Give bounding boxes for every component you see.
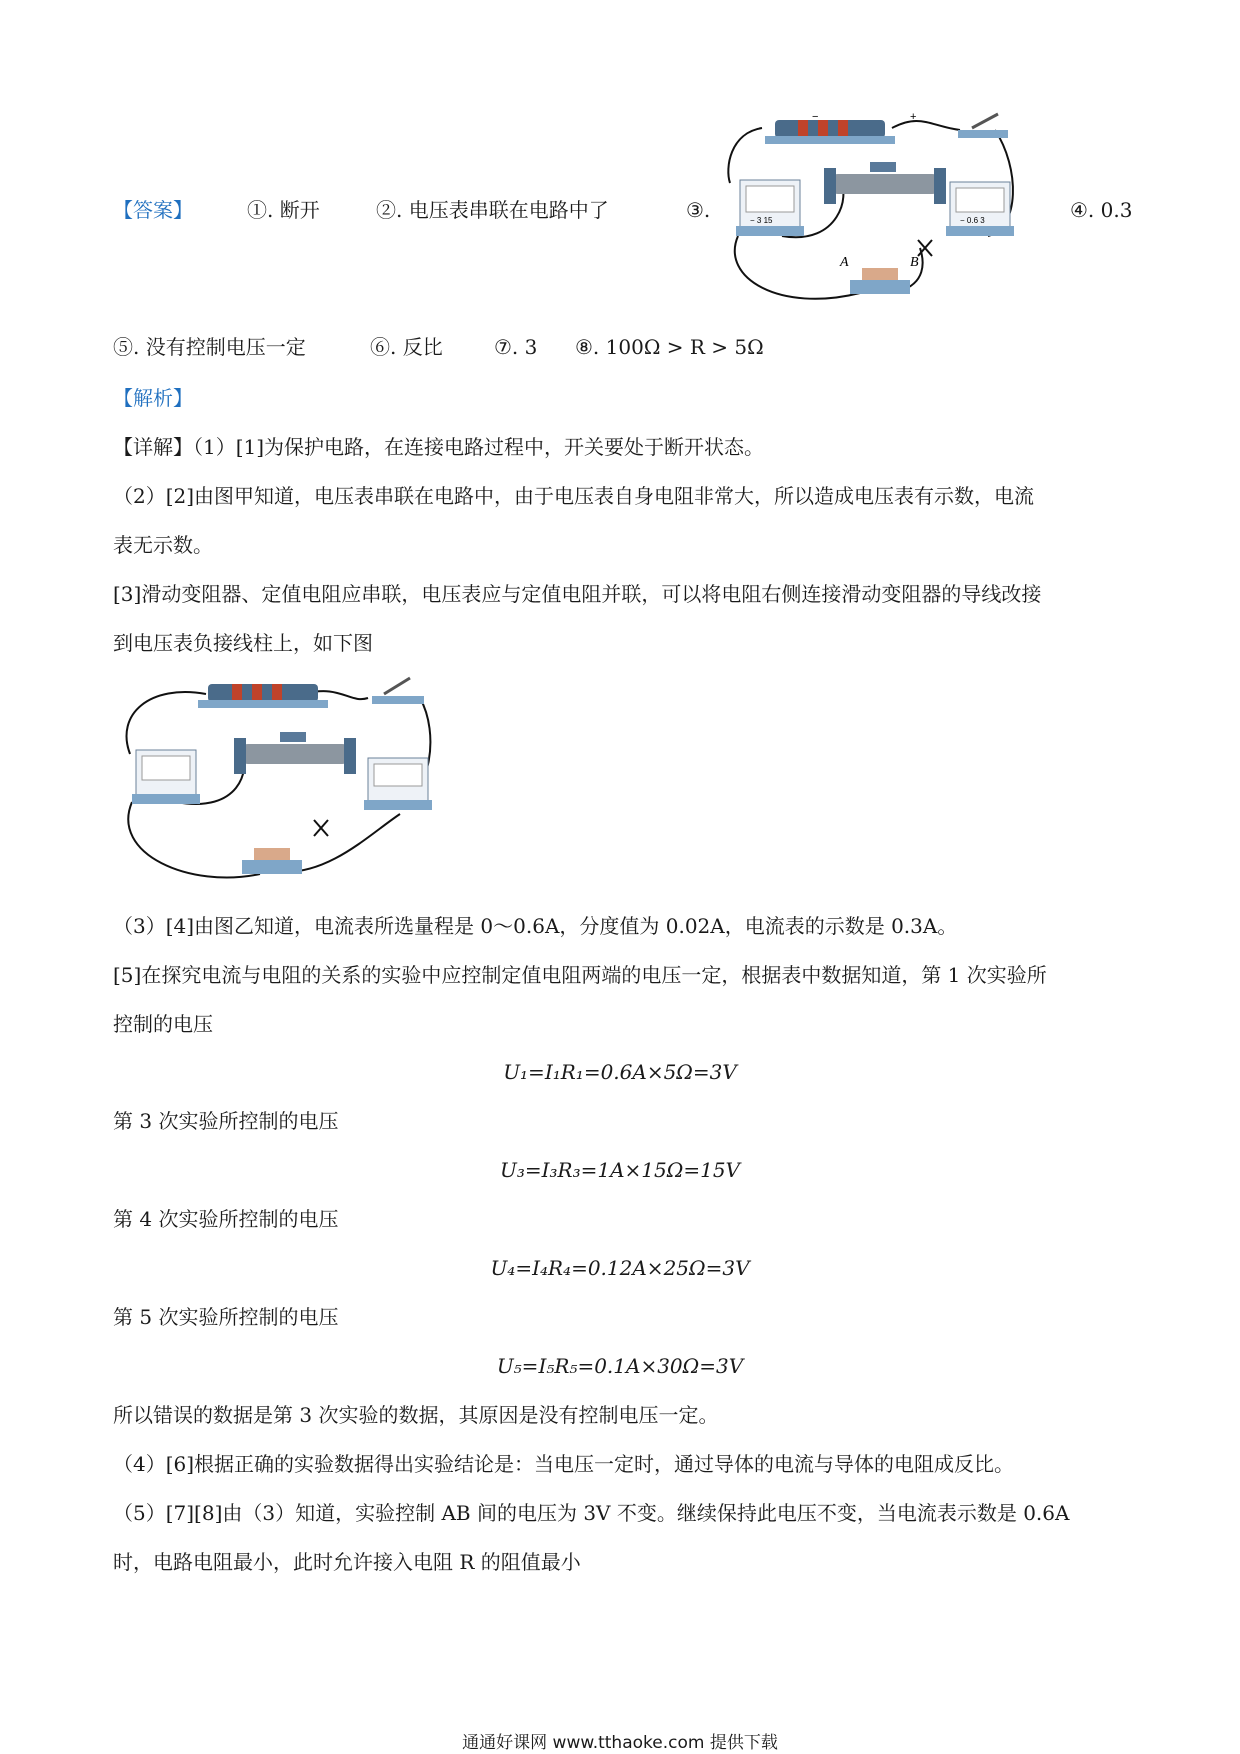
answer-4: ④. 0.3 xyxy=(1070,198,1133,222)
ammeter-scale: − 0.6 3 xyxy=(960,216,985,225)
answer-label: 【答案】 xyxy=(113,198,193,222)
point-b-label: B xyxy=(910,255,919,270)
battery-minus-label: − xyxy=(812,111,819,123)
para-11a: （5）[7][8]由（3）知道，实验控制 AB 间的电压为 3V 不变。继续保持此电压不变，当电流表示数是 0.6A xyxy=(113,1501,1070,1525)
equation-1: U₁=I₁R₁=0.6A×5Ω=3V xyxy=(503,1060,737,1084)
answer-2: ②. 电压表串联在电路中了 xyxy=(376,198,609,222)
para-3a: [3]滑动变阻器、定值电阻应串联，电压表应与定值电阻并联，可以将电阻右侧连接滑动变阻器的导线改接 xyxy=(113,582,1042,606)
answer-1: ①. 断开 xyxy=(247,198,320,222)
para-9: 所以错误的数据是第 3 次实验的数据，其原因是没有控制电压一定。 xyxy=(113,1403,719,1427)
equation-3: U₄=I₄R₄=0.12A×25Ω=3V xyxy=(490,1256,750,1280)
answer-6: ⑥. 反比 xyxy=(370,335,443,359)
para-1: 【详解】（1）[1]为保护电路，在连接电路过程中，开关要处于断开状态。 xyxy=(113,435,765,459)
battery-plus-label: + xyxy=(910,111,917,123)
para-8: 第 5 次实验所控制的电压 xyxy=(113,1305,339,1329)
para-4: （3）[4]由图乙知道，电流表所选量程是 0～0.6A，分度值为 0.02A，电流表的示数是 0.3A。 xyxy=(113,914,958,938)
answer-3: ③. xyxy=(686,198,711,222)
para-6: 第 3 次实验所控制的电压 xyxy=(113,1109,339,1133)
circuit-diagram-corrected xyxy=(110,674,440,890)
voltmeter-scale: − 3 15 xyxy=(750,216,773,225)
para-5b: 控制的电压 xyxy=(113,1012,213,1036)
equation-2: U₃=I₃R₃=1A×15Ω=15V xyxy=(500,1158,740,1182)
para-7: 第 4 次实验所控制的电压 xyxy=(113,1207,339,1231)
answer-7: ⑦. 3 xyxy=(494,335,538,359)
para-10: （4）[6]根据正确的实验数据得出实验结论是：当电压一定时，通过导体的电流与导体的电阻成反比。 xyxy=(113,1452,1015,1476)
para-11b: 时，电路电阻最小，此时允许接入电阻 R 的阻值最小 xyxy=(113,1550,581,1574)
point-a-label: A xyxy=(840,255,849,270)
para-5a: [5]在探究电流与电阻的关系的实验中应控制定值电阻两端的电压一定，根据表中数据知道，第 1 次实验所 xyxy=(113,963,1047,987)
circuit-diagram-answer xyxy=(720,108,1036,314)
equation-4: U₅=I₅R₅=0.1A×30Ω=3V xyxy=(496,1354,744,1378)
para-2a: （2）[2]由图甲知道，电压表串联在电路中，由于电压表自身电阻非常大，所以造成电压表有示数，电流 xyxy=(113,484,1035,508)
footer-text: 通通好课网 www.tthaoke.com 提供下载 xyxy=(462,1733,778,1753)
answer-5: ⑤. 没有控制电压一定 xyxy=(113,335,306,359)
para-3b: 到电压表负接线柱上，如下图 xyxy=(113,631,373,655)
para-2b: 表无示数。 xyxy=(113,533,213,557)
analysis-label: 【解析】 xyxy=(113,386,193,410)
answer-8: ⑧. 100Ω > R > 5Ω xyxy=(575,335,764,359)
